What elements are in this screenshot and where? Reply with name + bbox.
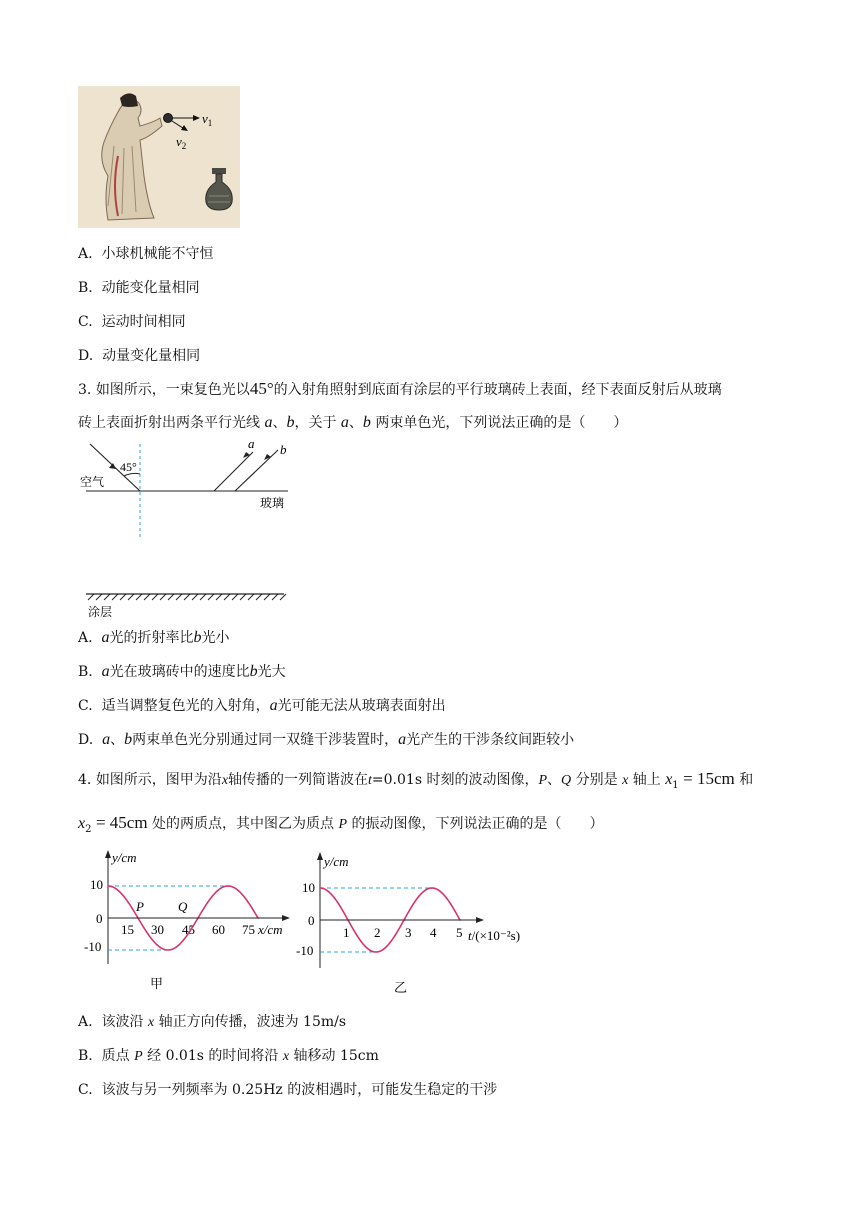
zero-point — [197, 917, 199, 919]
hatch-mark — [176, 594, 182, 600]
y-tick-10: 10 — [302, 880, 315, 895]
ray-a — [214, 452, 253, 491]
q3-stem-line1: 3. 如图所示，一束复色光以45°的入射角照射到底面有涂层的平行玻璃砖上表面，经下表面反射后从玻璃 — [78, 379, 722, 398]
q3-option-a[interactable]: A. a光的折射率比b光小 — [78, 629, 230, 646]
x-axis-arrow — [282, 915, 290, 921]
hatch-mark — [264, 594, 270, 600]
x-tick-15: 15 — [121, 922, 134, 937]
y-tick-0: 0 — [96, 911, 103, 926]
coating-hatch — [88, 594, 286, 600]
t-tick-2: 2 — [374, 925, 381, 940]
hatch-mark — [224, 594, 230, 600]
q4-option-b[interactable]: B. 质点 P 经 0.01s 的时间将沿 x 轴移动 15cm — [78, 1048, 379, 1064]
vibration-graph-yi — [290, 848, 540, 998]
y-tick-neg10: -10 — [296, 943, 314, 958]
angle-label: 45° — [120, 460, 137, 474]
hatch-mark — [160, 594, 166, 600]
caption-yi: 乙 — [394, 980, 408, 995]
q2-option-c[interactable]: C. 运动时间相同 — [78, 314, 186, 330]
hatch-mark — [208, 594, 214, 600]
y-tick-neg10: -10 — [84, 939, 102, 954]
x-tick-75: 75 — [242, 922, 255, 937]
ray-a-label: a — [248, 436, 255, 451]
t-tick-4: 4 — [430, 925, 437, 940]
glass-label: 玻璃 — [260, 496, 285, 510]
q3-option-c[interactable]: C. 适当调整复色光的入射角，a光可能无法从玻璃表面射出 — [78, 697, 446, 714]
air-label: 空气 — [80, 475, 105, 489]
hatch-mark — [280, 594, 286, 600]
hatch-mark — [112, 594, 118, 600]
q4-option-c[interactable]: C. 该波与另一列频率为 0.25Hz 的波相遇时，可能发生稳定的干涉 — [78, 1082, 498, 1098]
hatch-mark — [184, 594, 190, 600]
q3-figure — [78, 436, 298, 620]
q4-option-a[interactable]: A. 该波沿 x 轴正方向传播，波速为 15m/s — [78, 1014, 347, 1030]
t-tick-3: 3 — [405, 925, 412, 940]
x-tick-60: 60 — [212, 922, 225, 937]
q3-option-b[interactable]: B. a光在玻璃砖中的速度比b光大 — [78, 663, 286, 680]
q3-stem-line2: 砖上表面折射出两条平行光线 a、b，关于 a、b 两束单色光，下列说法正确的是（ ） — [78, 414, 628, 431]
hatch-mark — [216, 594, 222, 600]
point-p-label: P — [136, 899, 144, 914]
zero-point — [347, 919, 349, 921]
hatch-mark — [96, 594, 102, 600]
hatch-mark — [144, 594, 150, 600]
ball — [164, 114, 173, 123]
ray-b — [235, 450, 278, 491]
t-tick-5: 5 — [456, 925, 463, 940]
y-axis-arrow — [317, 852, 323, 860]
t-axis-arrow — [476, 917, 484, 923]
hatch-mark — [232, 594, 238, 600]
incident-arrowhead — [109, 463, 116, 469]
hatch-mark — [192, 594, 198, 600]
point-q-label: Q — [178, 899, 188, 914]
y-tick-0: 0 — [308, 913, 315, 928]
coating-label: 涂层 — [88, 605, 113, 619]
ray-b-label: b — [280, 442, 287, 457]
y-tick-10: 10 — [90, 877, 103, 892]
q2-option-d[interactable]: D. 动量变化量相同 — [78, 348, 201, 364]
hatch-mark — [152, 594, 158, 600]
hatch-mark — [200, 594, 206, 600]
v2-label: $v_2$ — [176, 134, 187, 151]
zero-point — [403, 919, 405, 921]
hatch-mark — [168, 594, 174, 600]
hatch-mark — [128, 594, 134, 600]
hatch-mark — [120, 594, 126, 600]
y-axis-label: y/cm — [112, 850, 137, 865]
zero-point — [459, 919, 461, 921]
hatch-mark — [136, 594, 142, 600]
q3-option-d[interactable]: D. a、b两束单色光分别通过同一双缝干涉装置时，a光产生的干涉条纹间距较小 — [78, 731, 575, 748]
t-axis-label: t/(×10⁻²s) — [468, 928, 521, 943]
ray-a-arrowhead — [243, 452, 250, 458]
y-axis-arrow — [105, 850, 111, 858]
zero-point — [137, 917, 139, 919]
hatch-mark — [240, 594, 246, 600]
ray-b-arrowhead — [264, 454, 271, 460]
q2-option-b[interactable]: B. 动能变化量相同 — [78, 280, 200, 296]
y-axis-label: y/cm — [324, 854, 349, 869]
wave-graph-jia — [78, 848, 300, 998]
caption-jia: 甲 — [150, 976, 164, 991]
v1-label: $v_1$ — [202, 111, 213, 128]
q4-stem-line1: 4. 如图所示，图甲为沿x轴传播的一列简谐波在t=0.01s 时刻的波动图像，P、Q 分别是 x 轴上 $x_1 = 15cm$ 和 — [78, 769, 754, 791]
hatch-mark — [104, 594, 110, 600]
x-axis-label: x/cm — [258, 922, 283, 937]
t-tick-1: 1 — [343, 925, 350, 940]
hatch-mark — [88, 594, 94, 600]
q2-figure — [78, 86, 240, 228]
x-tick-30: 30 — [151, 922, 164, 937]
zero-point — [257, 917, 259, 919]
hatch-mark — [272, 594, 278, 600]
q2-option-a[interactable]: A. 小球机械能不守恒 — [78, 246, 214, 262]
hatch-mark — [256, 594, 262, 600]
q4-stem-line2: $x_2 = 45cm$ 处的两质点，其中图乙为质点 P 的振动图像，下列说法正确的是（ ） — [78, 813, 604, 835]
hatch-mark — [248, 594, 254, 600]
x-tick-45: 45 — [182, 922, 195, 937]
